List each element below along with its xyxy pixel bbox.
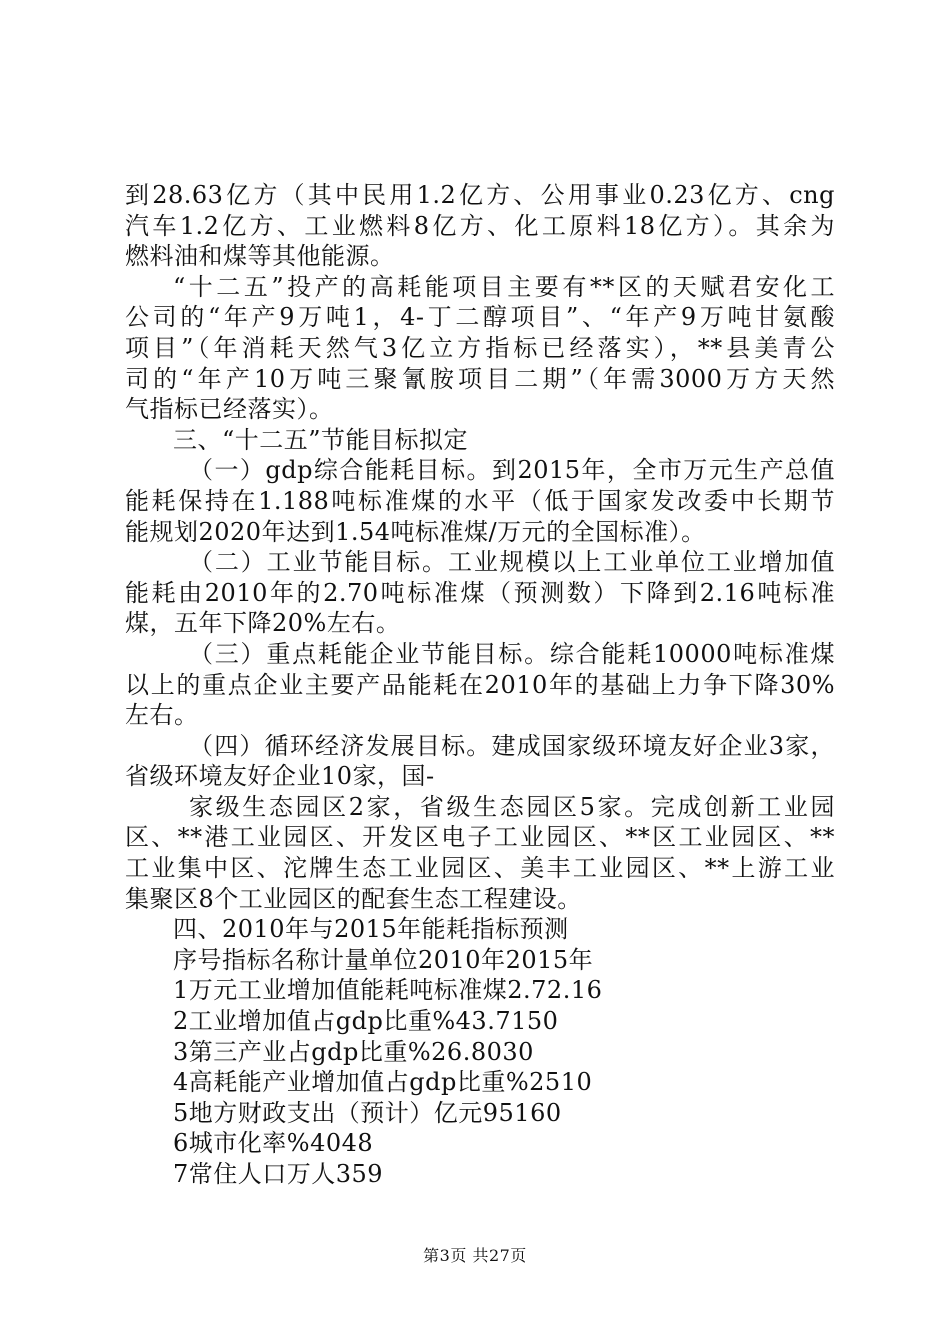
text-line: 能耗由2010年的2.70吨标准煤（预测数）下降到2.16吨标准 xyxy=(125,578,835,607)
table-row-line: 7常住人口万人359 xyxy=(173,1160,384,1188)
table-row-line: 6城市化率%4048 xyxy=(173,1129,374,1158)
text-line: 司的“年产10万吨三聚氰胺项目二期”（年需3000万方天然 xyxy=(125,364,835,393)
text-line: 气指标已经落实）。 xyxy=(125,395,334,424)
table-header-line: 序号指标名称计量单位2010年2015年 xyxy=(173,945,594,974)
table-row-line: 3第三产业占gdp比重%26.8030 xyxy=(173,1037,534,1066)
text-line: （一）gdp综合能耗目标。到2015年，全市万元生产总值 xyxy=(189,456,835,485)
text-line: 工业集中区、沱牌生态工业园区、美丰工业园区、**上游工业 xyxy=(125,854,835,883)
text-line: 省级环境友好企业10家，国- xyxy=(125,762,435,791)
text-line: 家级生态园区2家，省级生态园区5家。完成创新工业园 xyxy=(189,792,835,821)
text-line: 集聚区8个工业园区的配套生态工程建设。 xyxy=(125,884,582,913)
text-line: （三）重点耗能企业节能目标。综合能耗10000吨标准煤 xyxy=(189,639,835,668)
document-body xyxy=(125,180,835,1190)
table-row-line: 2工业增加值占gdp比重%43.7150 xyxy=(173,1007,559,1036)
text-line: 到28.63亿方（其中民用1.2亿方、公用事业0.23亿方、cng xyxy=(125,181,835,209)
text-line: （四）循环经济发展目标。建成国家级环境友好企业3家， xyxy=(189,731,835,760)
section-heading: 三、“十二五”节能目标拟定 xyxy=(173,425,469,454)
text-line: 项目”（年消耗天然气3亿立方指标已经落实），**县美青公 xyxy=(125,333,835,362)
text-line: 左右。 xyxy=(125,701,199,730)
text-line: 公司的“年产9万吨1，4-丁二醇项目”、“年产9万吨甘氨酸 xyxy=(125,303,835,332)
text-line: 能规划2020年达到1.54吨标准煤/万元的全国标准）。 xyxy=(125,517,706,546)
page-number-footer: 第3页 共27页 xyxy=(423,1246,527,1265)
text-line: 能耗保持在1.188吨标准煤的水平（低于国家发改委中长期节 xyxy=(125,486,835,515)
text-line: 煤，五年下降20%左右。 xyxy=(125,609,401,638)
table-row-line: 1万元工业增加值能耗吨标准煤2.72.16 xyxy=(173,976,603,1005)
table-row-line: 4高耗能产业增加值占gdp比重%2510 xyxy=(173,1068,593,1097)
text-line: 以上的重点企业主要产品能耗在2010年的基础上力争下降30% xyxy=(125,670,835,699)
text-line: （二）工业节能目标。工业规模以上工业单位工业增加值 xyxy=(189,548,835,577)
section-heading: 四、2010年与2015年能耗指标预测 xyxy=(173,915,569,944)
text-line: 区、**港工业园区、开发区电子工业园区、**区工业园区、** xyxy=(125,823,835,852)
text-line: 汽车1.2亿方、工业燃料8亿方、化工原料18亿方）。其余为 xyxy=(125,211,835,240)
text-line: 燃料油和煤等其他能源。 xyxy=(125,242,395,271)
table-row-line: 5地方财政支出（预计）亿元95160 xyxy=(173,1098,562,1127)
text-line: “十二五”投产的高耗能项目主要有**区的天赋君安化工 xyxy=(173,272,835,301)
